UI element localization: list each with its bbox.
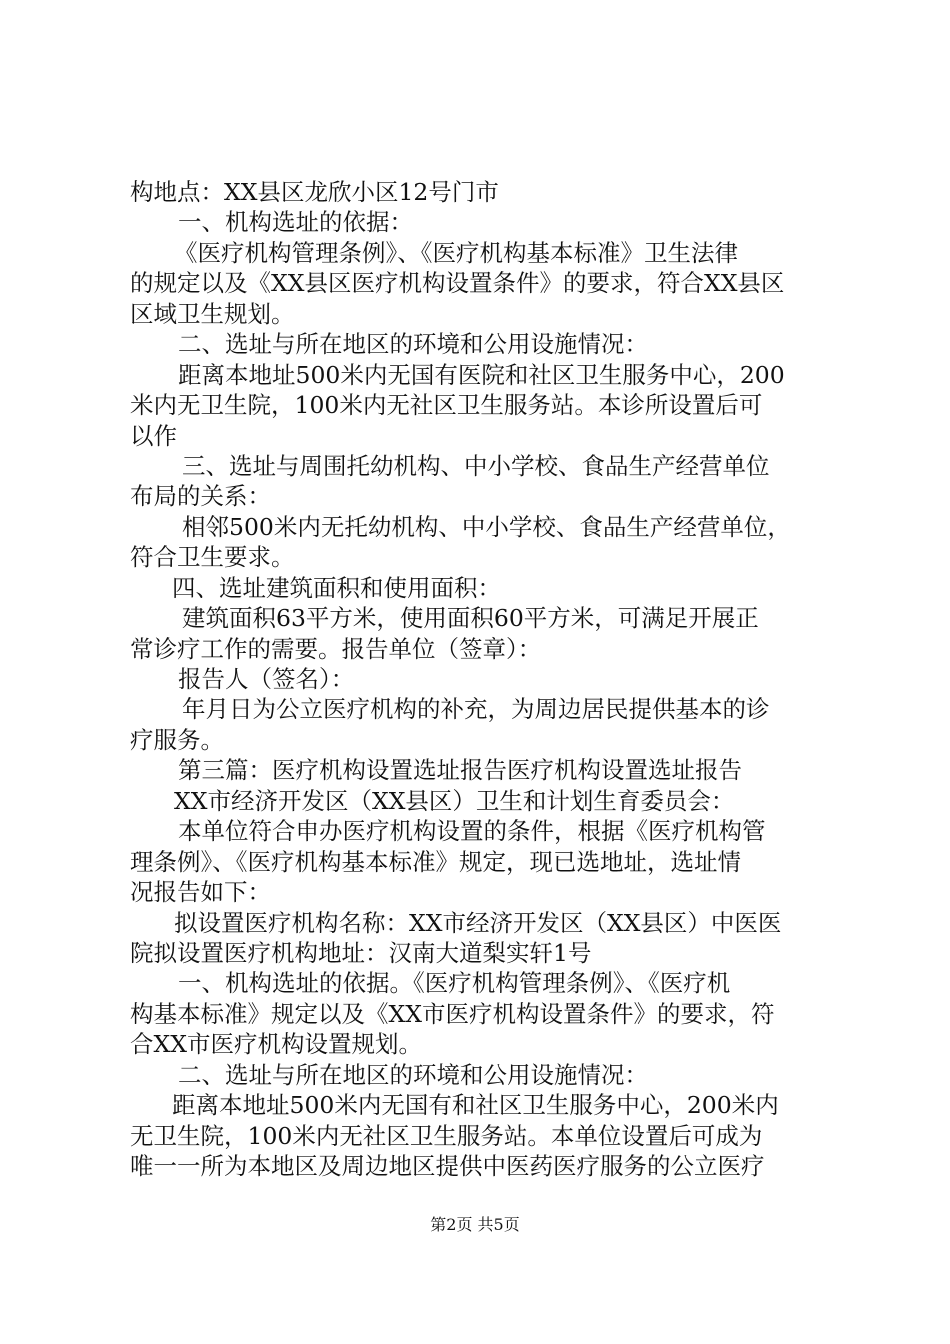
- text-line: 《医疗机构管理条例》、《医疗机构基本标准》卫生法律: [174, 239, 738, 267]
- text-line: 布局的关系：: [130, 482, 271, 510]
- text-line: 的规定以及《XX县区医疗机构设置条件》的要求，符合XX县区: [130, 269, 785, 297]
- section-heading: 一、机构选址的依据：: [178, 208, 413, 236]
- text-line: 构基本标准》规定以及《XX市医疗机构设置条件》的要求，符: [130, 1000, 775, 1028]
- text-line: 报告人（签名）：: [178, 665, 355, 693]
- text-line: 疗服务。: [130, 726, 224, 754]
- section-heading: 二、选址与所在地区的环境和公用设施情况：: [178, 1061, 648, 1089]
- text-line: 建筑面积63平方米，使用面积60平方米，可满足开展正: [182, 604, 759, 632]
- text-line: 拟设置医疗机构名称：XX市经济开发区（XX县区）中医医: [174, 909, 782, 937]
- text-line: 合XX市医疗机构设置规划。: [130, 1030, 422, 1058]
- text-line: 理条例》、《医疗机构基本标准》规定，现已选地址，选址情: [130, 848, 741, 876]
- text-line: 况报告如下：: [130, 878, 271, 906]
- text-line: 距离本地址500米内无国有和社区卫生服务中心，200米内: [172, 1091, 779, 1119]
- text-line: 无卫生院，100米内无社区卫生服务站。本单位设置后可成为: [130, 1122, 763, 1150]
- chapter-heading: 第三篇：医疗机构设置选址报告医疗机构设置选址报告: [178, 756, 742, 784]
- text-line: 本单位符合申办医疗机构设置的条件，根据《医疗机构管: [178, 817, 766, 845]
- text-line: 常诊疗工作的需要。报告单位（签章）：: [130, 635, 542, 663]
- section-heading: 一、机构选址的依据。《医疗机构管理条例》、《医疗机: [178, 969, 731, 997]
- text-line: 年月日为公立医疗机构的补充，为周边居民提供基本的诊: [182, 695, 770, 723]
- section-heading: 四、选址建筑面积和使用面积：: [172, 574, 501, 602]
- text-line: 区域卫生规划。: [130, 300, 295, 328]
- text-line: 构地点：XX县区龙欣小区12号门市: [130, 178, 499, 206]
- text-line: XX市经济开发区（XX县区）卫生和计划生育委员会：: [174, 787, 735, 815]
- text-line: 符合卫生要求。: [130, 543, 295, 571]
- text-line: 米内无卫生院，100米内无社区卫生服务站。本诊所设置后可: [130, 391, 763, 419]
- text-line: 以作: [130, 422, 177, 450]
- text-line: 院拟设置医疗机构地址：汉南大道梨实轩1号: [130, 939, 592, 967]
- section-heading: 三、选址与周围托幼机构、中小学校、食品生产经营单位: [182, 452, 770, 480]
- section-heading: 二、选址与所在地区的环境和公用设施情况：: [178, 330, 648, 358]
- text-line: 相邻500米内无托幼机构、中小学校、食品生产经营单位，: [182, 513, 791, 541]
- text-line: 距离本地址500米内无国有医院和社区卫生服务中心，200: [178, 361, 785, 389]
- page-footer: 第2页 共5页: [430, 1215, 520, 1234]
- text-line: 唯一一所为本地区及周边地区提供中医药医疗服务的公立医疗: [130, 1152, 765, 1180]
